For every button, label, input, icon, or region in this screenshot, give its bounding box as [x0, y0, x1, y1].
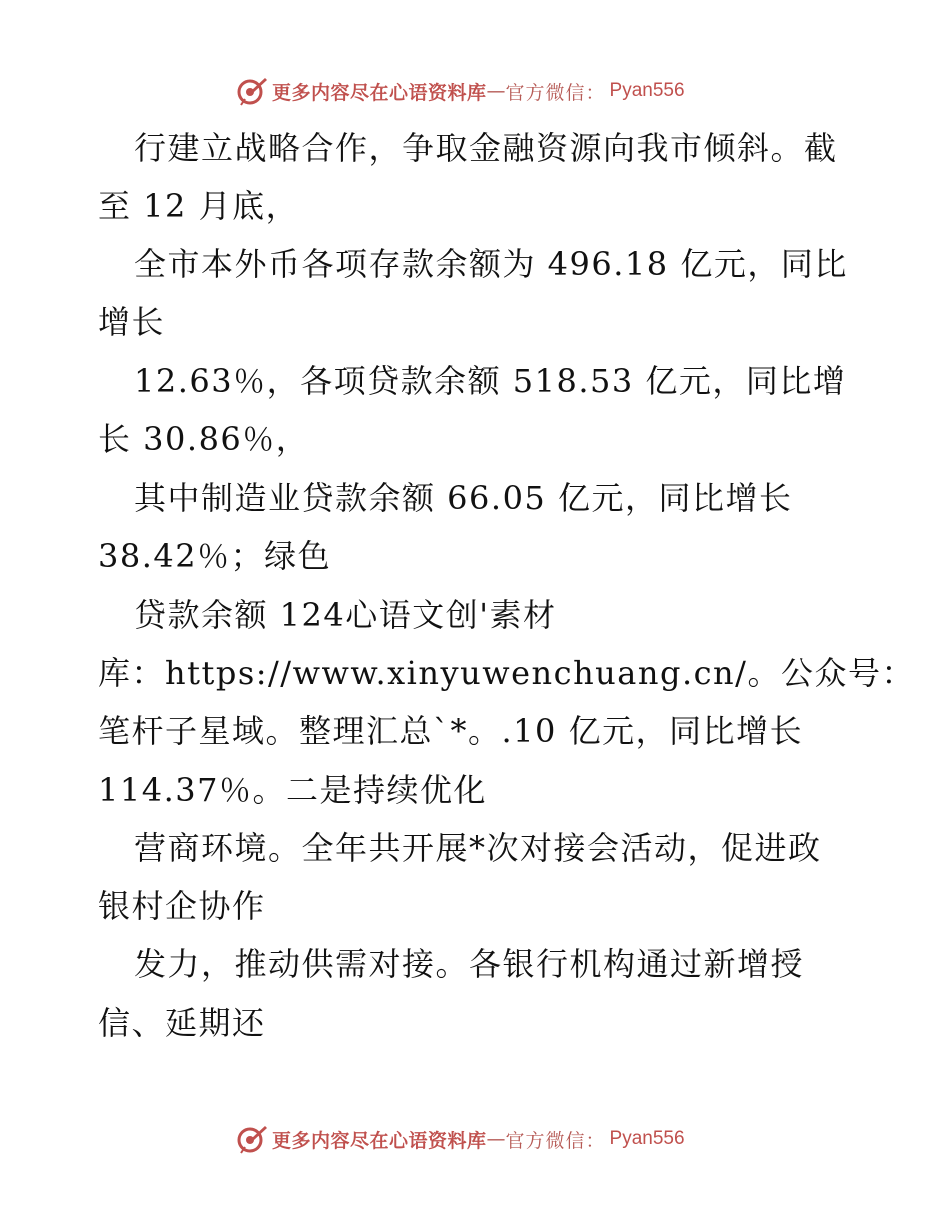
text-line: 银村企协作: [98, 887, 266, 925]
text-line: 长 30.86％，: [98, 420, 310, 458]
text-line: 至 12 月底，: [98, 187, 300, 225]
header-watermark: [236, 74, 756, 108]
text-line: 12.63％，各项贷款余额 518.53 亿元，同比增: [134, 362, 847, 400]
text-line: 库：https://www.xinyuwenchuang.cn/。公众号：: [98, 654, 915, 692]
watermark-wechat-label: 官方微信：: [505, 81, 606, 104]
watermark-text: 更多内容尽在心语资料库: [272, 1129, 487, 1152]
text-line: 信、延期还: [98, 1004, 266, 1042]
text-line: 发力，推动供需对接。各银行机构通过新增授: [134, 945, 805, 983]
text-line: 其中制造业贷款余额 66.05 亿元，同比增长: [134, 479, 793, 517]
watermark-text: 更多内容尽在心语资料库: [272, 81, 487, 104]
watermark-separator: —: [486, 80, 506, 102]
text-line: 贷款余额 124心语文创'素材: [134, 596, 557, 634]
watermark-wechat-label: 官方微信：: [505, 1129, 606, 1152]
text-line: 行建立战略合作，争取金融资源向我市倾斜。截: [134, 129, 838, 167]
text-line: 笔杆子星域。整理汇总`*。.10 亿元，同比增长: [98, 712, 804, 750]
text-line: 全市本外币各项存款余额为 496.18 亿元，同比: [134, 245, 848, 283]
quill-pen-seal-icon: [236, 1123, 268, 1155]
watermark-wechat-id: Pyan556: [609, 1128, 685, 1149]
watermark-wechat-id: Pyan556: [609, 80, 685, 101]
text-line: 营商环境。全年共开展*次对接会活动，促进政: [134, 829, 822, 867]
text-line: 38.42％；绿色: [98, 537, 332, 575]
footer-watermark: [236, 1122, 756, 1156]
watermark-separator: —: [486, 1128, 506, 1150]
quill-pen-seal-icon: [236, 75, 268, 107]
text-line: 114.37％。二是持续优化: [98, 771, 487, 809]
text-line: 增长: [98, 303, 166, 341]
